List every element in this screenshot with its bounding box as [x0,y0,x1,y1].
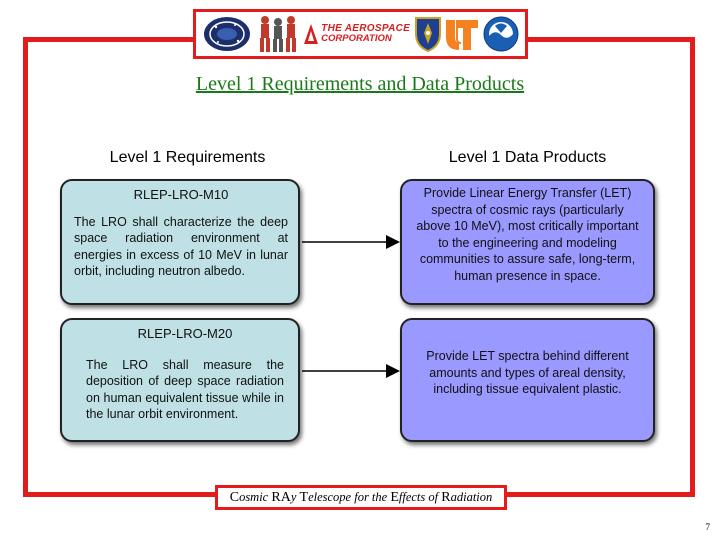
requirement-to-product-arrow [302,233,402,251]
slide-title: Level 1 Requirements and Data Products [195,73,525,95]
requirements-heading: Level 1 Requirements [109,149,266,166]
requirement-text: The LRO shall measure the deposition of deep space radiation on human equivalent tissue while in the lunar orbit environment. [86,357,284,421]
requirement-to-product-arrow [302,362,402,380]
figures-logo [256,14,300,54]
nasa-seal-logo [202,15,252,53]
aerospace-line2: CORPORATION [321,33,392,45]
requirement-box-m10 [60,179,300,305]
acronym-text: Cosmic RAy Telescope for the Effects of Radiation [229,489,493,505]
data-products-heading: Level 1 Data Products [448,149,607,166]
data-product-box-2 [400,318,655,442]
data-product-text: Provide Linear Energy Transfer (LET) spectra of cosmic rays (particularly above 10 MeV), most critically important to the engineering and modeling communities to assure safe, long-term, human presence in space. [416,186,639,283]
air-force-shield-logo [414,16,442,52]
requirement-box-m20 [60,318,300,442]
requirement-text: The LRO shall characterize the deep space radiation environment at energies in excess of 10 MeV in lunar orbit, including neutron albedo. [74,214,288,278]
noaa-logo [483,16,519,52]
crater-acronym-banner [215,485,507,510]
ut-logo [445,17,479,51]
requirement-id: RLEP-LRO-M10 [133,187,229,202]
requirement-id: RLEP-LRO-M20 [137,326,233,341]
page-number: 7 [705,522,710,532]
data-product-box-1 [400,179,655,305]
aerospace-line1: THE AEROSPACE [321,23,411,35]
logo-bar [193,9,528,59]
data-product-text: Provide LET spectra behind different amounts and types of areal density, including tissue equivalent plastic. [426,349,629,396]
aerospace-corporation-logo [303,23,410,45]
